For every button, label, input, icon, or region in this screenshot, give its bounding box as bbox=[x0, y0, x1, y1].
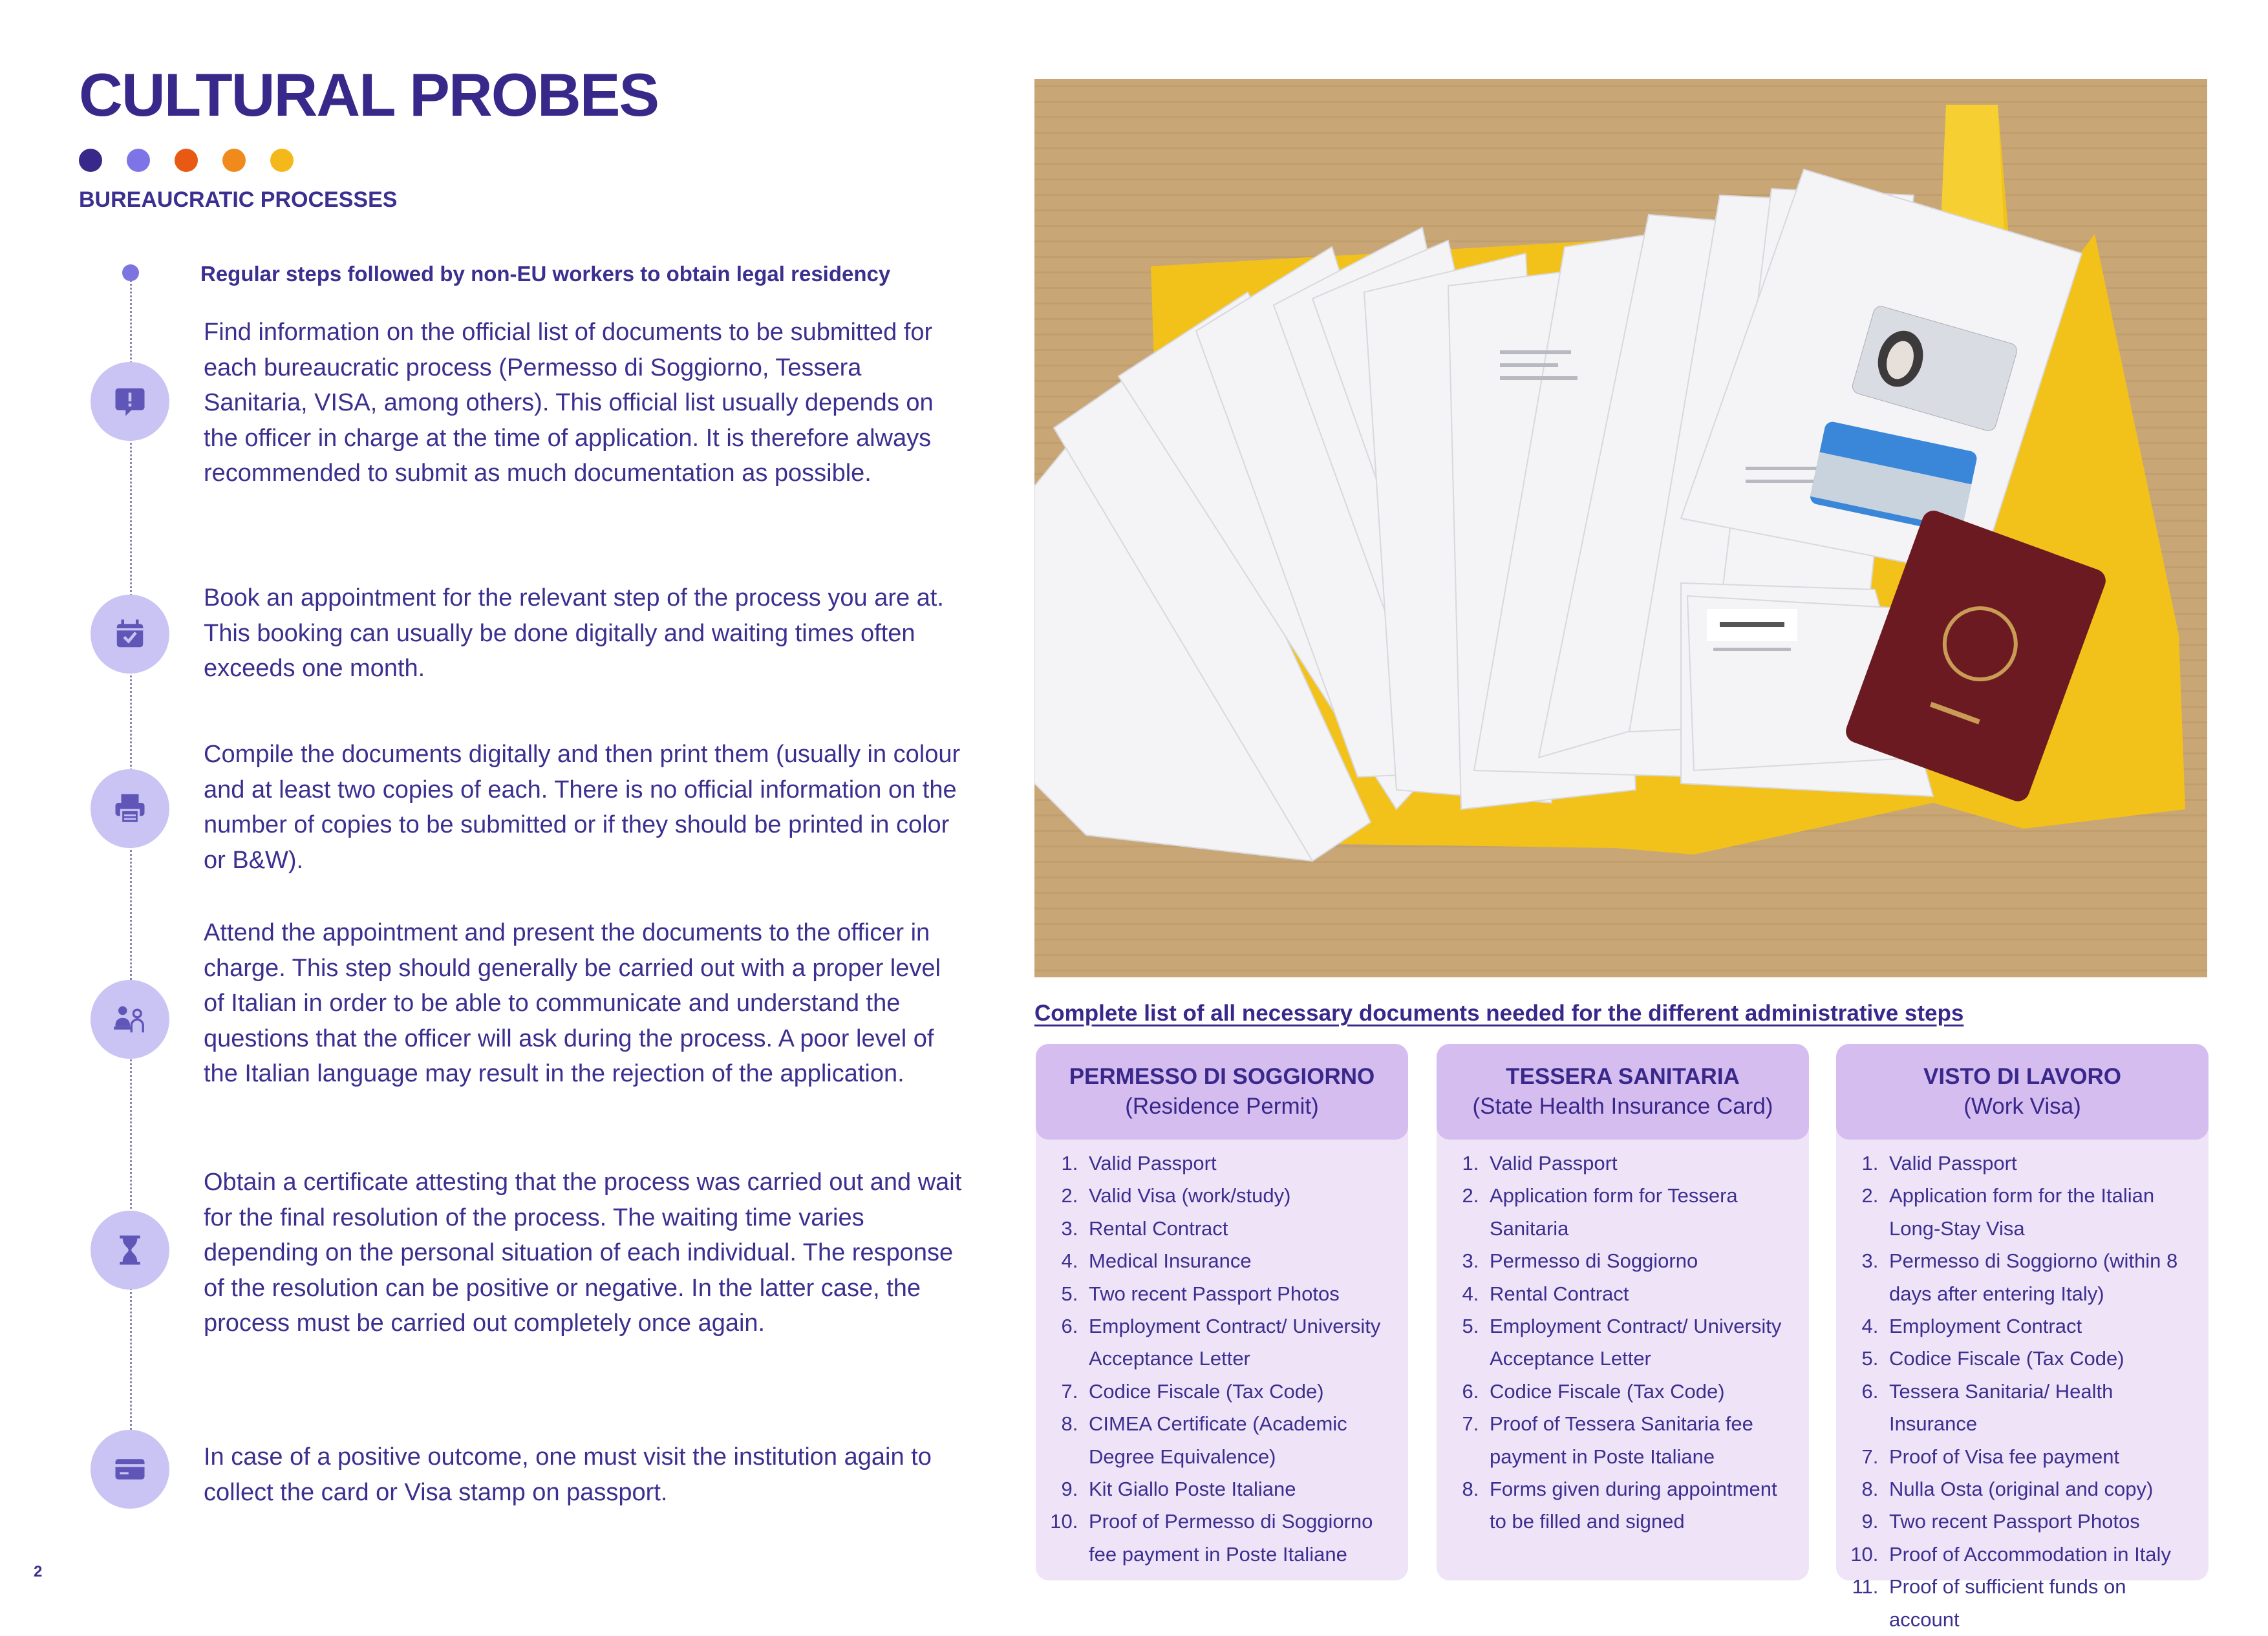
permesso-card-header bbox=[1036, 1044, 1408, 1140]
visto-document-list bbox=[1836, 1147, 2209, 1636]
printer-icon bbox=[91, 769, 169, 848]
page-number: 2 bbox=[34, 1563, 43, 1580]
timeline-start-dot bbox=[122, 264, 139, 281]
list-item: 3. Rental Contract bbox=[1084, 1213, 1396, 1245]
list-item: 6. Employment Contract/ University Acceptance Letter bbox=[1084, 1310, 1396, 1376]
color-dot bbox=[270, 149, 294, 172]
alert-bubble-icon bbox=[91, 362, 169, 441]
list-item: 4. Medical Insurance bbox=[1084, 1245, 1396, 1277]
list-item: 8. Forms given during appointment to be filled and signed bbox=[1484, 1473, 1797, 1538]
list-item: 8. CIMEA Certificate (Academic Degree Equivalence) bbox=[1084, 1408, 1396, 1473]
list-item: 10. Proof of Permesso di Soggiorno fee payment in Poste Italiane bbox=[1084, 1505, 1396, 1571]
list-item: 2. Valid Visa (work/study) bbox=[1084, 1180, 1396, 1212]
list-item: 8. Nulla Osta (original and copy) bbox=[1884, 1473, 2197, 1505]
section-subtitle: BUREAUCRATIC PROCESSES bbox=[79, 187, 398, 212]
step-1-text: Find information on the official list of documents to be submitted for each bureaucratic process (Permesso di Soggiorno, Tessera Sanitaria, VISA, among others). This official list usually depends on the officer in charge at the time of application. It is therefore always recommended to submit as much documentation as possible. bbox=[204, 319, 934, 487]
card-subtitle: (Residence Permit) bbox=[1125, 1094, 1319, 1119]
list-item: 1. Valid Passport bbox=[1484, 1147, 1797, 1180]
documents-heading: Complete list of all necessary documents needed for the different administrative steps bbox=[1034, 1001, 1964, 1026]
permesso-card bbox=[1036, 1044, 1408, 1580]
color-dot bbox=[79, 149, 102, 172]
list-item: 9. Two recent Passport Photos bbox=[1884, 1505, 2197, 1538]
card-subtitle: (Work Visa) bbox=[1963, 1094, 2081, 1119]
calendar-check-icon bbox=[91, 595, 169, 674]
color-dot bbox=[222, 149, 246, 172]
list-item: 6. Tessera Sanitaria/ Health Insurance bbox=[1884, 1376, 2197, 1441]
list-item: 2. Application form for Tessera Sanitaria bbox=[1484, 1180, 1797, 1245]
card-title: PERMESSO DI SOGGIORNO bbox=[1069, 1064, 1375, 1089]
id-card-icon bbox=[91, 1430, 169, 1509]
card-title: VISTO DI LAVORO bbox=[1923, 1064, 2121, 1089]
list-item: 5. Employment Contract/ University Acceptance Letter bbox=[1484, 1310, 1797, 1376]
list-item: 3. Permesso di Soggiorno (within 8 days after entering Italy) bbox=[1884, 1245, 2197, 1310]
list-item: 5. Two recent Passport Photos bbox=[1084, 1278, 1396, 1310]
color-dot bbox=[175, 149, 198, 172]
list-item: 4. Rental Contract bbox=[1484, 1278, 1797, 1310]
list-item: 7. Codice Fiscale (Tax Code) bbox=[1084, 1376, 1396, 1408]
list-item: 7. Proof of Tessera Sanitaria fee payment in Poste Italiane bbox=[1484, 1408, 1797, 1473]
list-item: 5. Codice Fiscale (Tax Code) bbox=[1884, 1343, 2197, 1375]
color-dot bbox=[127, 149, 150, 172]
tessera-document-list bbox=[1437, 1147, 1809, 1538]
list-item: 9. Kit Giallo Poste Italiane bbox=[1084, 1473, 1396, 1505]
card-title: TESSERA SANITARIA bbox=[1506, 1064, 1740, 1089]
list-item: 7. Proof of Visa fee payment bbox=[1884, 1441, 2197, 1473]
list-item: 4. Employment Contract bbox=[1884, 1310, 2197, 1343]
step-2-text: Book an appointment for the relevant step of the process you are at. This booking can usually be done digitally and waiting times often exceeds one month. bbox=[204, 584, 944, 682]
step-6-text: In case of a positive outcome, one must visit the institution again to collect the card or Visa stamp on passport. bbox=[204, 1443, 932, 1506]
step-5-text: Obtain a certificate attesting that the process was carried out and wait for the final resolution of the process. The waiting time varies depending on the personal situation of each individual. The response of the resolution can be positive or negative. In the latter case, the process must be carried out completely once again. bbox=[204, 1169, 962, 1337]
list-item: 10. Proof of Accommodation in Italy bbox=[1884, 1538, 2197, 1571]
tessera-card bbox=[1437, 1044, 1809, 1580]
permesso-document-list bbox=[1036, 1147, 1408, 1571]
card-subtitle: (State Health Insurance Card) bbox=[1472, 1094, 1773, 1119]
visto-card-header bbox=[1836, 1044, 2209, 1140]
documents-photo bbox=[1034, 79, 2207, 977]
tessera-card-header bbox=[1437, 1044, 1809, 1140]
list-item: 2. Application form for the Italian Long-Stay Visa bbox=[1884, 1180, 2197, 1245]
step-3-text: Compile the documents digitally and then print them (usually in colour and at least two copies of each. There is no official information on the number of copies to be submitted or if they should be printed in color or B&W). bbox=[204, 741, 961, 874]
hourglass-icon bbox=[91, 1211, 169, 1290]
list-item: 6. Codice Fiscale (Tax Code) bbox=[1484, 1376, 1797, 1408]
page-title: CULTURAL PROBES bbox=[79, 61, 659, 129]
list-item: 3. Permesso di Soggiorno bbox=[1484, 1245, 1797, 1277]
visto-card bbox=[1836, 1044, 2209, 1631]
timeline-heading: Regular steps followed by non-EU workers to obtain legal residency bbox=[200, 262, 891, 286]
list-item: 1. Valid Passport bbox=[1884, 1147, 2197, 1180]
step-4-text: Attend the appointment and present the documents to the officer in charge. This step should generally be carried out with a proper level of Italian in order to be able to communicate and understand the questions that the officer will ask during the process. A poor level of the Italian language may result in the rejection of the application. bbox=[204, 919, 941, 1087]
list-item: 1. Valid Passport bbox=[1084, 1147, 1396, 1180]
color-dots bbox=[79, 149, 294, 172]
list-item: 11. Proof of sufficient funds on account bbox=[1884, 1571, 2197, 1636]
meeting-people-icon bbox=[91, 980, 169, 1059]
